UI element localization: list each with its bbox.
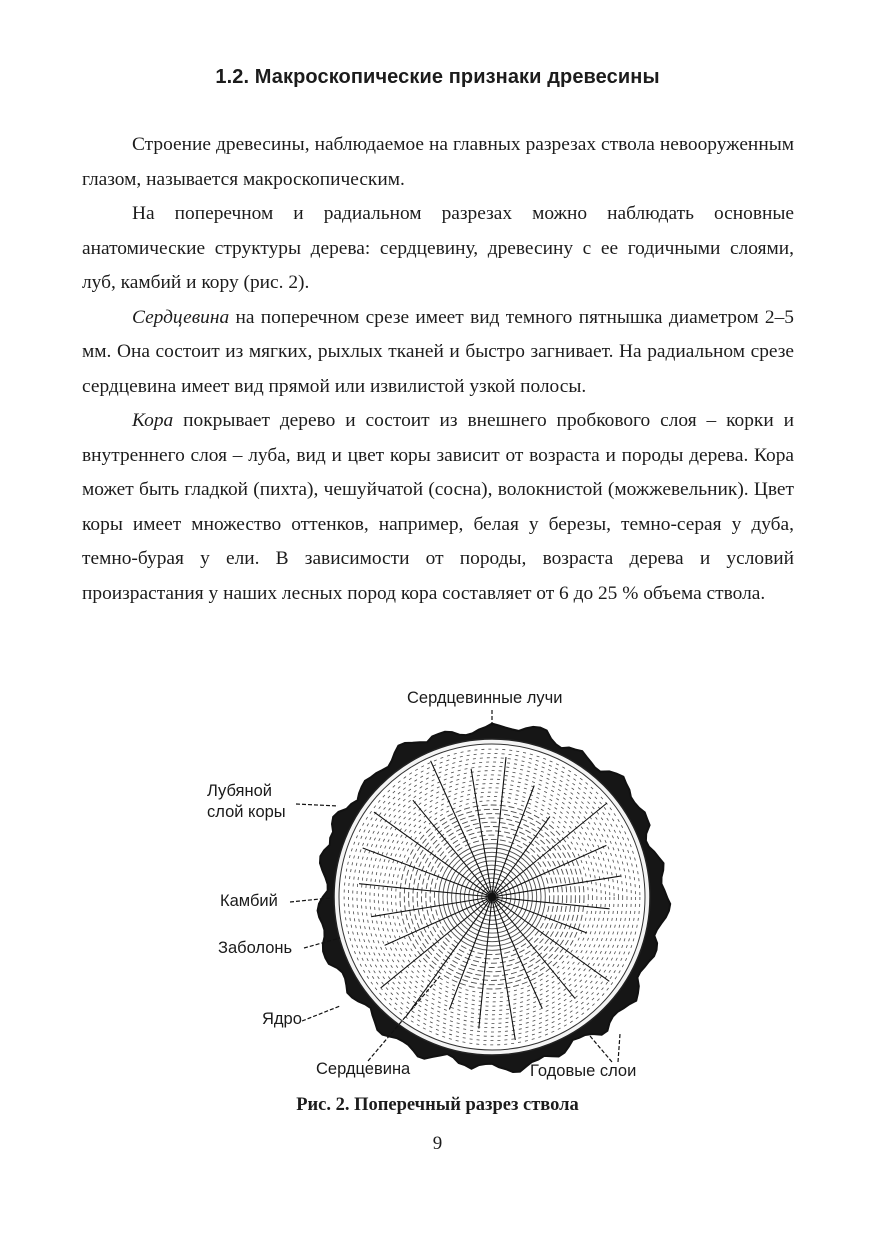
figure-trunk-cross-section <box>0 676 875 1096</box>
label-heartwood: Ядро <box>262 1010 302 1028</box>
label-cambium: Камбий <box>220 892 278 910</box>
page-number: 9 <box>432 1133 443 1154</box>
paragraph-4-text: покрывает дерево и состоит из внешнего пробкового слоя – корки и внутреннего слоя – луба, вид и цвет коры зависит от возраста и породы дерева. Кора может быть гладкой (пихта), чешуйчатой (сосна), волокнистой (можжевельник). Цвет коры имеет множество оттенков, например, белая у березы, темно-серая у дуба, темно-бурая у ели. В зависимости от породы, возраста дерева и условий произрастания у наших лесных пород кора составляет от 6 до 25 % объема ствола. <box>82 410 794 604</box>
body-text <box>82 128 794 611</box>
leader-line <box>302 1006 340 1021</box>
leader-line <box>296 804 338 806</box>
label-bast-line-2: слой коры <box>207 803 286 821</box>
paragraph-3-text: на поперечном срезе имеет вид темного пятнышка диаметром 2–5 мм. Она состоит из мягких, рыхлых тканей и быстро загнивает. На радиальном срезе сердцевина имеет вид прямой или извилистой узкой полосы. <box>82 306 794 397</box>
leader-line <box>590 1036 612 1062</box>
paragraph-4 <box>82 404 794 611</box>
term-bark: Кора <box>132 410 174 431</box>
label-sapwood: Заболонь <box>218 939 293 957</box>
label-pith: Сердцевина <box>316 1060 411 1078</box>
paragraph-3 <box>82 301 794 405</box>
term-pith: Сердцевина <box>132 306 230 328</box>
label-growth-rings: Годовые слои <box>530 1062 637 1080</box>
figure-caption: Рис. 2. Поперечный разрез ствола <box>296 1095 579 1115</box>
leader-line <box>618 1034 620 1062</box>
label-bast-line-1: Лубяной <box>207 782 272 800</box>
trunk-cross-section-drawing <box>0 676 875 1096</box>
paragraph-2: На поперечном и радиальном разрезах можно наблюдать основные анатомические структуры дерева: сердцевину, древесину с ее годичными слоями, луб, камбий и кору (рис. 2). <box>82 203 794 293</box>
paragraph-1: Строение древесины, наблюдаемое на главных разрезах ствола невооруженным глазом, называется макроскопическим. <box>82 134 794 190</box>
section-title: 1.2. Макроскопические признаки древесины <box>215 66 660 88</box>
label-medullary-rays: Сердцевинные лучи <box>407 689 563 707</box>
